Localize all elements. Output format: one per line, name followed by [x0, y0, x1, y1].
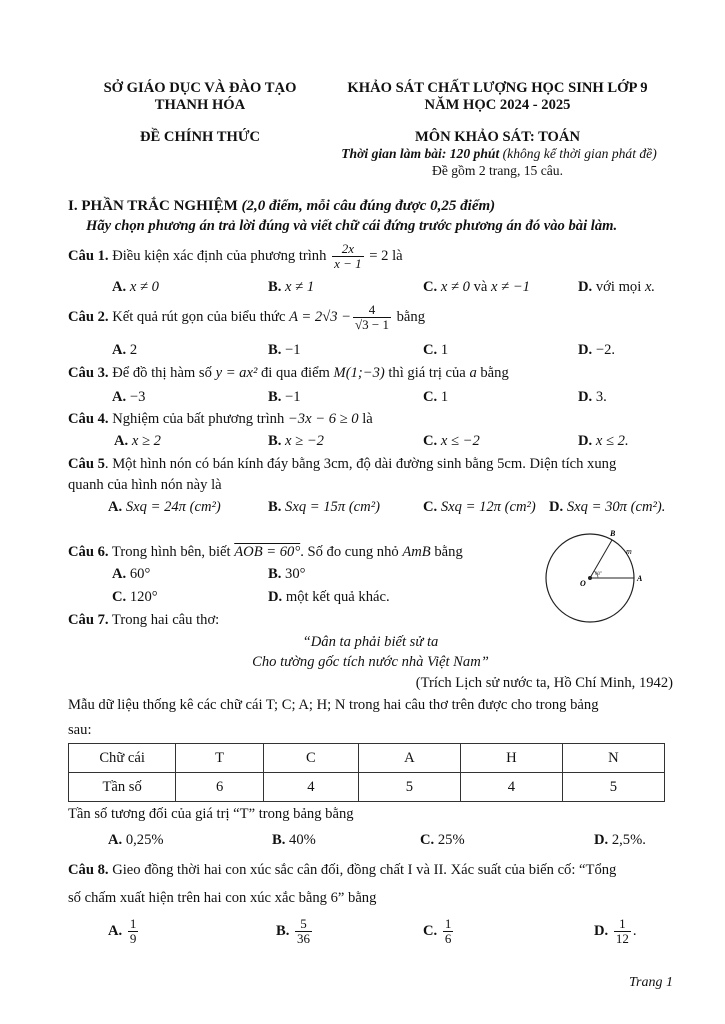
q8-option-c: C. $\frac{1}{6}$ [423, 916, 452, 947]
poem: “Dân ta phải biết sử ta Cho tường gốc tích nước nhà Việt Nam” [252, 634, 489, 670]
table-cell: 5 [358, 773, 460, 802]
table-cell: H [460, 744, 562, 773]
table-cell: Chữ cái [69, 744, 176, 773]
question-6: Câu 6. Trong hình bên, biết AOB = 60°. Số đo cung nhỏ AmB bằng [68, 544, 463, 560]
official-label: ĐỀ CHÍNH THỨC [139, 129, 260, 145]
question-4: Câu 4. Nghiệm của bất phương trình −3x − 6 ≥ 0 là [68, 411, 373, 427]
q6-option-b: B. 30° [268, 566, 306, 582]
q2-option-a: A. 2 [112, 342, 138, 358]
time-info: Thời gian làm bài: 120 phút (không kể thời gian phát đề) [341, 146, 657, 161]
question-7-desc-2: sau: [68, 722, 92, 738]
q4-option-d: D. x ≤ 2. [578, 433, 629, 449]
q1-option-d: D. với mọi x. [578, 279, 656, 295]
q1-option-a: A. x ≠ 0 [112, 279, 159, 295]
figure-label-m: m [626, 547, 632, 556]
question-3: Câu 3. Để đồ thị hàm số y = ax² đi qua điểm M(1;−3) thì giá trị của a bằng [68, 365, 509, 381]
q4-option-c: C. x ≤ −2 [423, 433, 480, 449]
q7-option-a: A. 0,25% [108, 832, 164, 848]
page-count: Đề gồm 2 trang, 15 câu. [432, 163, 563, 178]
q8-option-d: D. $\frac{1}{12}$ . [594, 916, 637, 947]
figure-angle-label: 60° [595, 572, 602, 577]
question-7: Câu 7. Trong hai câu thơ: [68, 612, 220, 628]
table-row [69, 773, 665, 802]
q2-option-b: B. −1 [268, 342, 301, 358]
exam-title: KHẢO SÁT CHẤT LƯỢNG HỌC SINH LỚP 9 NĂM HỌC 2024 - 2025 [347, 80, 648, 113]
question-7-ask: Tần số tương đối của giá trị “T” trong bảng bằng [68, 806, 354, 822]
q8-option-a: A. $\frac{1}{9}$ [108, 916, 137, 947]
q6-option-c: C. 120° [112, 589, 158, 605]
figure-label-a: A [637, 574, 643, 583]
table-cell: 6 [176, 773, 264, 802]
q3-option-a: A. −3 [112, 389, 146, 405]
q3-option-b: B. −1 [268, 389, 301, 405]
question-2: Câu 2. Kết quả rút gọn của biểu thức A = 2√3 − $\frac{4}{√3 - 1}$ bằng [68, 302, 426, 333]
question-5-line-1: Câu 5. Một hình nón có bán kính đáy bằng 3cm, độ dài đường sinh bằng 5cm. Diện tích xung [68, 456, 617, 472]
q1-option-c: C. x ≠ 0 và x ≠ −1 [423, 279, 530, 295]
q3-option-d: D. 3. [578, 389, 607, 405]
q2-option-d: D. −2. [578, 342, 616, 358]
q6-option-a: A. 60° [112, 566, 151, 582]
q4-option-b: B. x ≥ −2 [268, 433, 324, 449]
question-8-line-2: số chấm xuất hiện trên hai con xúc xắc bằng 6” bằng [68, 890, 377, 906]
department-name: SỞ GIÁO DỤC VÀ ĐÀO TẠO THANH HÓA [103, 80, 297, 113]
q2-option-c: C. 1 [423, 342, 449, 358]
table-cell: N [562, 744, 664, 773]
table-row [69, 744, 665, 773]
table-cell: 5 [562, 773, 664, 802]
q7-option-d: D. 2,5%. [594, 832, 646, 848]
q7-option-b: B. 40% [272, 832, 316, 848]
table-cell: 4 [460, 773, 562, 802]
q4-option-a: A. x ≥ 2 [114, 433, 161, 449]
q5-option-d: D. Sxq = 30π (cm²). [549, 499, 666, 515]
question-7-desc-1: Mẫu dữ liệu thống kê các chữ cái T; C; A; H; N trong hai câu thơ trên được cho trong bảng [68, 697, 599, 713]
page-number: Trang 1 [629, 975, 673, 990]
question-1: Câu 1. Điều kiện xác định của phương trình $\frac{2x}{x - 1}$ = 2 là [68, 241, 403, 272]
table-cell: 4 [263, 773, 358, 802]
figure-label-b: B [610, 530, 616, 538]
q5-option-c: C. Sxq = 12π (cm²) [423, 499, 536, 515]
subject-title: MÔN KHẢO SÁT: TOÁN [414, 129, 580, 145]
table-cell: A [358, 744, 460, 773]
q6-option-d: D. một kết quả khác. [268, 589, 390, 605]
q1-option-b: B. x ≠ 1 [268, 279, 315, 295]
table-cell: Tần số [69, 773, 176, 802]
figure-label-o: O [580, 579, 586, 588]
frequency-table [68, 743, 665, 802]
q5-option-b: B. Sxq = 15π (cm²) [268, 499, 380, 515]
section-title: I. PHẦN TRẮC NGHIỆM (2,0 điểm, mỗi câu đúng được 0,25 điểm) [68, 198, 496, 214]
q8-option-b: B. $\frac{5}{36}$ [276, 916, 311, 947]
question-5-line-2: quanh của hình nón này là [68, 477, 222, 493]
section-instruction: Hãy chọn phương án trả lời đúng và viết chữ cái đứng trước phương án đó vào bài làm. [86, 218, 618, 234]
figure-center-point [588, 576, 592, 580]
q5-option-a: A. Sxq = 24π (cm²) [108, 499, 221, 515]
question-8-line-1: Câu 8. Gieo đồng thời hai con xúc sắc cân đối, đồng chất I và II. Xác suất của biến cố: “Tổng [68, 862, 617, 878]
poem-source: (Trích Lịch sử nước ta, Hồ Chí Minh, 1942) [415, 675, 673, 691]
table-cell: C [263, 744, 358, 773]
q7-option-c: C. 25% [420, 832, 465, 848]
table-cell: T [176, 744, 264, 773]
q3-option-c: C. 1 [423, 389, 449, 405]
